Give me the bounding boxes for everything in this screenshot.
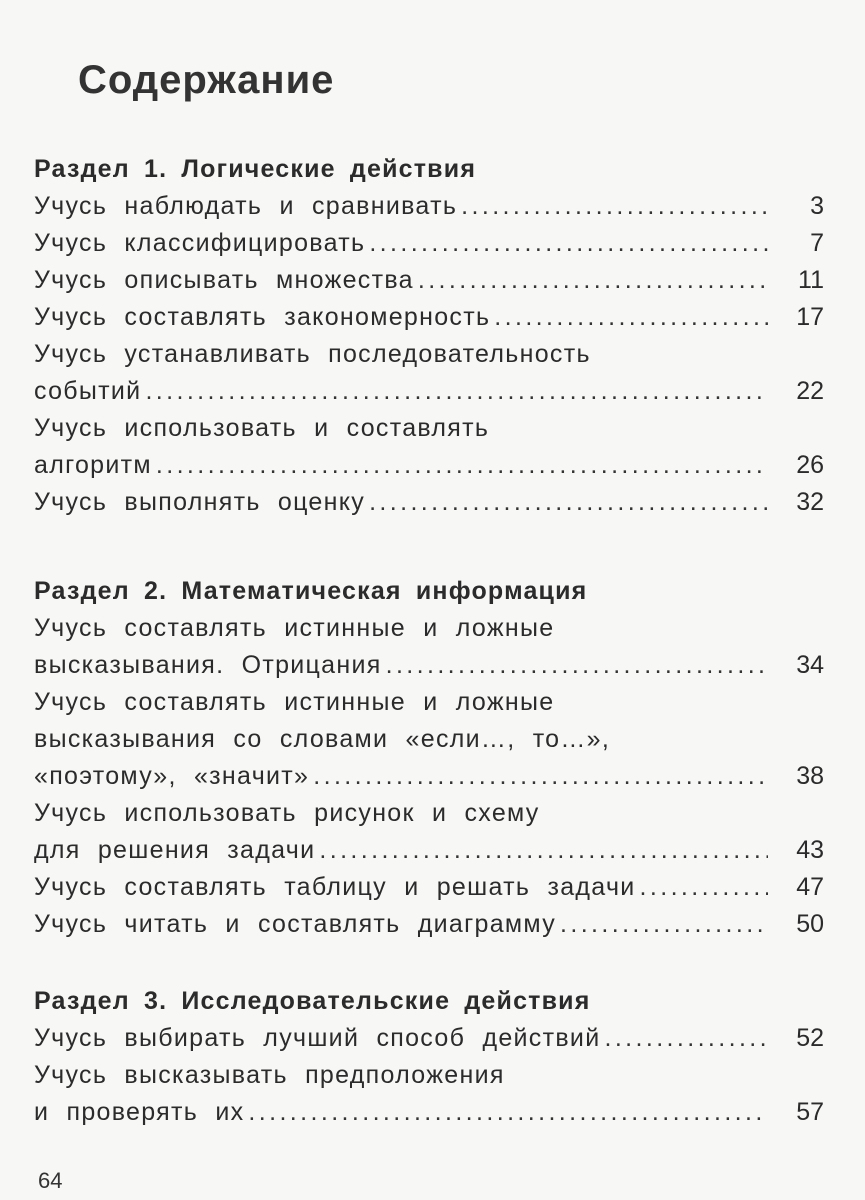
entry-page-number: 32 xyxy=(796,488,824,516)
entry-text: Учусь читать и составлять диаграмму xyxy=(34,910,556,938)
toc-entry[interactable] xyxy=(34,795,824,869)
entry-text: Учусь описывать множества xyxy=(34,266,414,294)
entry-text: Учусь составлять таблицу и решать задачи xyxy=(34,873,636,901)
entry-page-number: 34 xyxy=(796,651,824,679)
entry-text: алгоритм xyxy=(34,451,152,479)
entry-text: Учусь составлять закономерность xyxy=(34,303,491,331)
toc-entry[interactable] xyxy=(34,188,824,225)
entry-text: «поэтому», «значит» xyxy=(34,762,310,790)
dot-leader xyxy=(386,647,768,684)
dot-leader xyxy=(145,373,768,410)
toc-entry[interactable] xyxy=(34,484,824,521)
entry-text: Учусь использовать рисунок и схему xyxy=(34,799,540,827)
entry-text: Учусь использовать и составлять xyxy=(34,414,490,442)
toc-entry[interactable] xyxy=(34,225,824,262)
dot-leader xyxy=(604,1020,768,1057)
entry-text: Учусь выбирать лучший способ действий xyxy=(34,1024,601,1052)
entry-page-number: 50 xyxy=(796,910,824,938)
section-1 xyxy=(34,150,824,521)
entry-page-number: 52 xyxy=(796,1024,824,1052)
entry-text: Учусь классифицировать xyxy=(34,229,366,257)
entry-page-number: 57 xyxy=(796,1098,824,1126)
entry-page-number: 38 xyxy=(796,762,824,790)
entry-page-number: 3 xyxy=(810,192,824,220)
dot-leader xyxy=(461,188,768,225)
toc-entry[interactable] xyxy=(34,610,824,684)
section-heading: Раздел 3. Исследовательские действия xyxy=(34,987,591,1015)
dot-leader xyxy=(369,484,768,521)
dot-leader xyxy=(418,262,768,299)
entry-page-number: 17 xyxy=(796,303,824,331)
entry-page-number: 47 xyxy=(796,873,824,901)
entry-text: для решения задачи xyxy=(34,836,316,864)
dot-leader xyxy=(494,299,768,336)
dot-leader xyxy=(369,225,768,262)
entry-page-number: 43 xyxy=(796,836,824,864)
dot-leader xyxy=(156,447,768,484)
toc-entry[interactable] xyxy=(34,1020,824,1057)
section-3 xyxy=(34,982,824,1131)
dot-leader xyxy=(313,758,768,795)
toc-entry[interactable] xyxy=(34,262,824,299)
toc-entry[interactable] xyxy=(34,336,824,410)
entry-page-number: 26 xyxy=(796,451,824,479)
dot-leader xyxy=(560,906,768,943)
entry-page-number: 7 xyxy=(810,229,824,257)
entry-text: Учусь составлять истинные и ложные xyxy=(34,614,555,642)
entry-text: Учусь выполнять оценку xyxy=(34,488,366,516)
entry-text: высказывания со словами «если…, то…», xyxy=(34,725,611,753)
entry-text: Учусь наблюдать и сравнивать xyxy=(34,192,458,220)
dot-leader xyxy=(319,832,768,869)
entry-page-number: 11 xyxy=(798,266,824,294)
section-2 xyxy=(34,572,824,943)
toc-entry[interactable] xyxy=(34,869,824,906)
dot-leader xyxy=(640,869,768,906)
toc-entry[interactable] xyxy=(34,684,824,795)
toc-entry[interactable] xyxy=(34,906,824,943)
page-title: Содержание xyxy=(78,58,335,102)
page-number: 64 xyxy=(38,1168,63,1193)
section-heading: Раздел 2. Математическая информация xyxy=(34,577,588,605)
entry-page-number: 22 xyxy=(796,377,824,405)
entry-text: высказывания. Отрицания xyxy=(34,651,382,679)
section-heading: Раздел 1. Логические действия xyxy=(34,155,477,183)
entry-text: и проверять их xyxy=(34,1098,245,1126)
entry-text: Учусь устанавливать последовательность xyxy=(34,340,591,368)
toc-entry[interactable] xyxy=(34,410,824,484)
toc-entry[interactable] xyxy=(34,299,824,336)
toc-entry[interactable] xyxy=(34,1057,824,1131)
entry-text: Учусь составлять истинные и ложные xyxy=(34,688,555,716)
entry-text: Учусь высказывать предположения xyxy=(34,1061,505,1089)
dot-leader xyxy=(248,1094,768,1131)
entry-text: событий xyxy=(34,377,142,405)
